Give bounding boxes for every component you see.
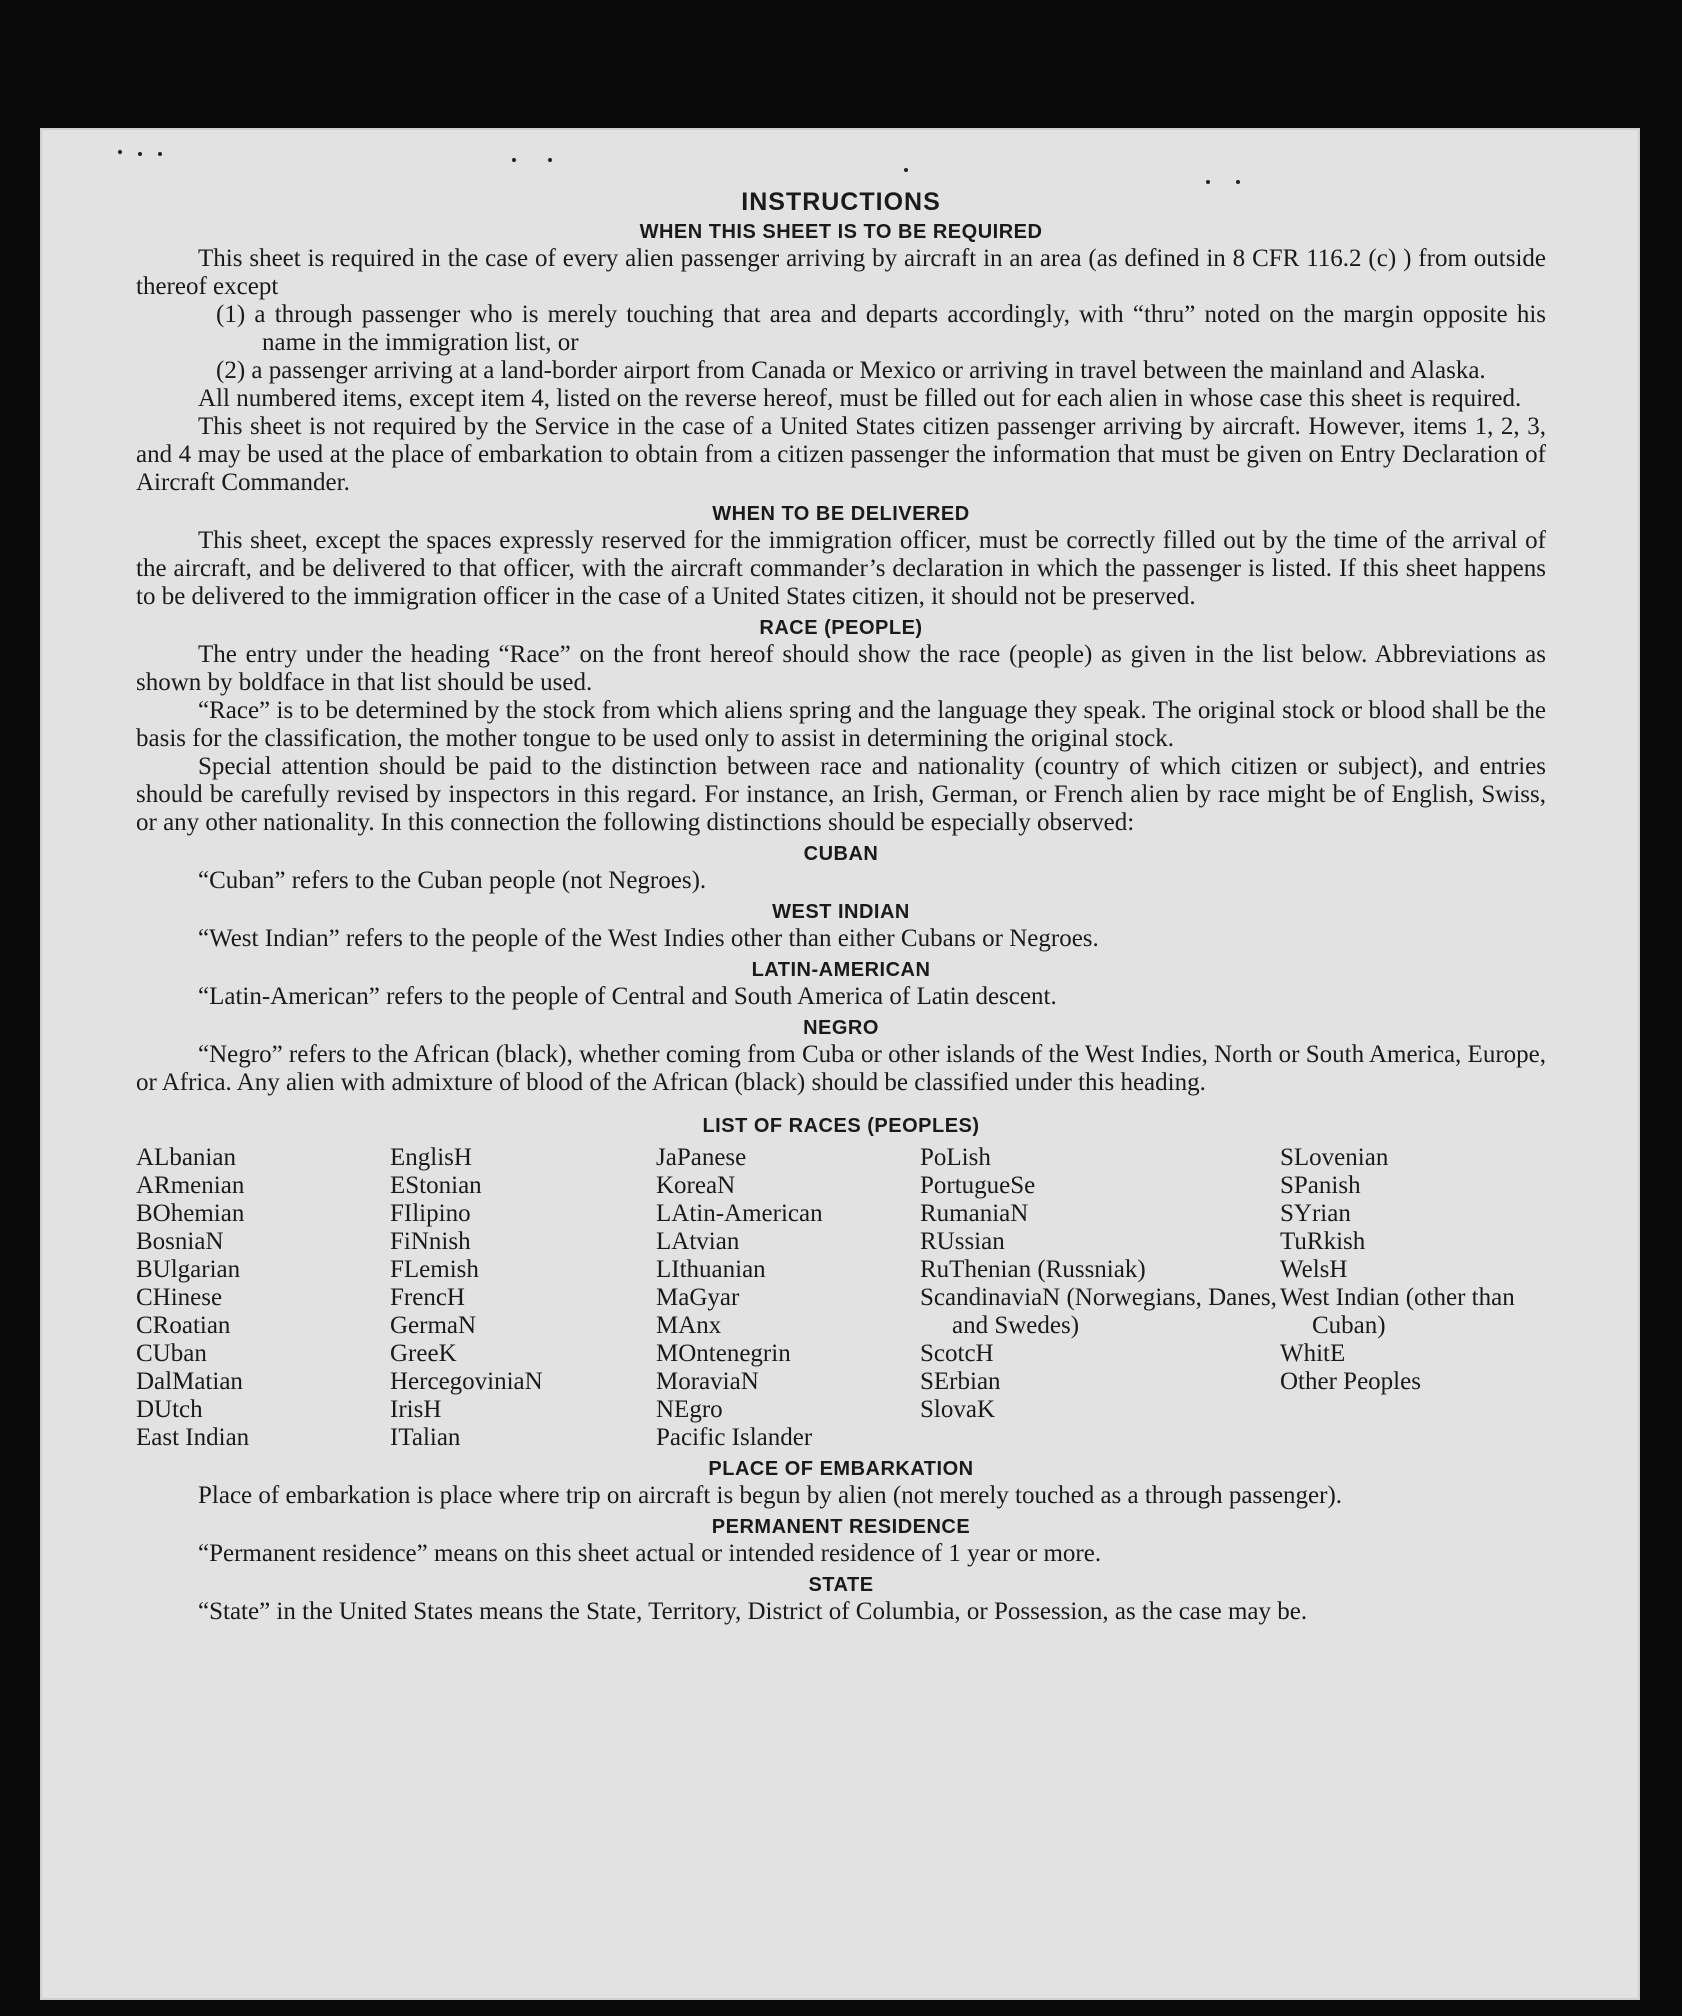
race-entry: EnglisH [390,1144,472,1171]
race-entry: TuRkish [1280,1228,1366,1255]
scan-speck [548,158,552,162]
races-column [920,1144,1280,1452]
paragraph: This sheet is required in the case of every alien passenger arriving by aircraft in an area (as defined in 8 CFR 116.2 (c) ) from outside thereof except [136,245,1546,300]
race-entry: MOntenegrin [656,1340,791,1367]
section-heading: STATE [808,1574,874,1596]
paragraph: “Cuban” refers to the Cuban people (not Negroes). [198,867,707,894]
paragraph: “Latin-American” refers to the people of Central and South America of Latin descent. [198,983,1057,1010]
paragraph: “Permanent residence” means on this sheet actual or intended residence of 1 year or more. [198,1540,1102,1567]
race-entry: WhitE [1280,1340,1346,1367]
list-of-races [136,1115,1546,1452]
race-entry: LAtin-American [656,1200,823,1227]
race-entry: DalMatian [136,1368,243,1395]
section-when-required [136,221,1546,497]
race-entry: FLemish [390,1256,479,1283]
section-latin-american [136,959,1546,1011]
section-race [136,617,1546,837]
race-entry: FIlipino [390,1200,471,1227]
race-entry: East Indian [136,1424,250,1451]
race-entry: HercegoviniaN [390,1368,543,1395]
race-entry: LIthuanian [656,1256,766,1283]
race-entry: MAnx [656,1312,722,1339]
race-entry: CUban [136,1340,207,1367]
scan-speck [1206,180,1210,184]
scan-speck [1236,180,1240,184]
races-column [136,1144,390,1452]
section-when-delivered [136,503,1546,611]
section-heading: NEGRO [803,1017,879,1039]
race-entry: ITalian [390,1424,461,1451]
scan-speck [138,152,142,156]
section-heading: WEST INDIAN [772,901,910,923]
paragraph: This sheet, except the spaces expressly reserved for the immigration officer, must be correctly filled out by the time of the arrival of the aircraft, and be delivered to that officer, with the aircraft commander’s declaration in which the passenger is listed. If this sheet happens to be delivered to the immigration officer in the case of a United States citizen, it should not be preserved. [136,527,1546,610]
race-entry: RUssian [920,1228,1005,1255]
race-entry: BosniaN [136,1228,224,1255]
race-entry: EStonian [390,1172,482,1199]
section-state [136,1574,1546,1626]
races-column [1280,1144,1540,1452]
race-entry: Pacific Islander [656,1424,813,1451]
race-entry: LAtvian [656,1228,740,1255]
paragraph: “West Indian” refers to the people of the West Indies other than either Cubans or Negroes. [198,925,1099,952]
race-entry: SErbian [920,1368,1001,1395]
race-entry: West Indian (other than Cuban) [1280,1284,1515,1339]
race-entry: GreeK [390,1340,457,1367]
race-entry: RumaniaN [920,1200,1029,1227]
race-entry: SYrian [1280,1200,1351,1227]
races-column [390,1144,656,1452]
section-west-indian [136,901,1546,953]
document-page [40,128,1640,2000]
scan-speck [118,150,122,154]
race-entry: GermaN [390,1312,477,1339]
race-entry: FrencH [390,1284,465,1311]
race-entry: MoraviaN [656,1368,759,1395]
races-grid [136,1144,1546,1452]
race-entry: PoLish [920,1144,991,1171]
race-entry: IrisH [390,1396,442,1423]
race-entry: Other Peoples [1280,1368,1421,1395]
race-entry: ARmenian [136,1172,245,1199]
paragraph: Special attention should be paid to the distinction between race and nationality (country of which citizen or subject), and entries should be carefully revised by inspectors in this regard. For instance, an Irish, German, or French alien by race might be of English, Swiss, or any other nationality. In this connection the following distinctions should be especially observed: [136,753,1546,836]
exception-item: (1) a through passenger who is merely touching that area and departs accordingly, with “thru” noted on the margin opposite his name in the immigration list, or [216,301,1546,356]
section-heading: WHEN THIS SHEET IS TO BE REQUIRED [639,221,1043,243]
race-entry: PortugueSe [920,1172,1036,1199]
race-entry: FiNnish [390,1228,471,1255]
section-heading: PERMANENT RESIDENCE [711,1516,971,1538]
race-entry: CRoatian [136,1312,231,1339]
race-entry: SLovenian [1280,1144,1389,1171]
paragraph: “Negro” refers to the African (black), whether coming from Cuba or other islands of the West Indies, North or South America, Europe, or Africa. Any alien with admixture of blood of the African (black) should be classified under this heading. [136,1041,1546,1096]
race-entry: ALbanian [136,1144,236,1171]
race-entry: SPanish [1280,1172,1361,1199]
race-entry: RuThenian (Russniak) [920,1256,1146,1283]
race-entry: WelsH [1280,1256,1348,1283]
race-entry: JaPanese [656,1144,747,1171]
race-entry: BUlgarian [136,1256,241,1283]
section-heading: LIST OF RACES (PEOPLES) [702,1115,980,1137]
section-cuban [136,843,1546,895]
scan-speck [158,152,162,156]
section-heading: WHEN TO BE DELIVERED [712,503,970,525]
section-heading: CUBAN [803,843,879,865]
race-entry: ScotcH [920,1340,994,1367]
races-column [656,1144,920,1452]
race-entry: DUtch [136,1396,203,1423]
paragraph: This sheet is not required by the Service in the case of a United States citizen passenger arriving by aircraft. However, items 1, 2, 3, and 4 may be used at the place of embarkation to obtain from a citizen passenger the information that must be given on Entry Declaration of Aircraft Commander. [136,413,1546,496]
paragraph: “State” in the United States means the State, Territory, District of Columbia, or Possession, as the case may be. [198,1598,1308,1625]
section-place-of-embarkation [136,1458,1546,1510]
section-heading: RACE (PEOPLE) [759,617,923,639]
paragraph: All numbered items, except item 4, listed on the reverse hereof, must be filled out for each alien in whose case this sheet is required. [198,385,1522,412]
section-heading: PLACE OF EMBARKATION [708,1458,974,1480]
race-entry: MaGyar [656,1284,740,1311]
race-entry: BOhemian [136,1200,245,1227]
scan-speck [512,158,516,162]
race-entry: KoreaN [656,1172,736,1199]
race-entry: SlovaK [920,1396,995,1423]
race-entry: ScandinaviaN (Norwegians, Danes, and Swedes) [920,1284,1277,1339]
section-heading: LATIN-AMERICAN [751,959,931,981]
race-entry: CHinese [136,1284,223,1311]
race-entry: NEgro [656,1396,723,1423]
paragraph: The entry under the heading “Race” on the front hereof should show the race (people) as given in the list below. Abbreviations as shown by boldface in that list should be used. [136,641,1546,696]
section-permanent-residence [136,1516,1546,1568]
page-title: INSTRUCTIONS [741,188,941,216]
paragraph: Place of embarkation is place where trip on aircraft is begun by alien (not merely touched as a through passenger). [198,1482,1343,1509]
paragraph: “Race” is to be determined by the stock from which aliens spring and the language they speak. The original stock or blood shall be the basis for the classification, the mother tongue to be used only to assist in determining the original stock. [136,697,1546,752]
exception-item: (2) a passenger arriving at a land-border airport from Canada or Mexico or arriving in travel between the mainland and Alaska. [216,357,1486,384]
section-negro [136,1017,1546,1097]
scan-speck [904,168,908,172]
